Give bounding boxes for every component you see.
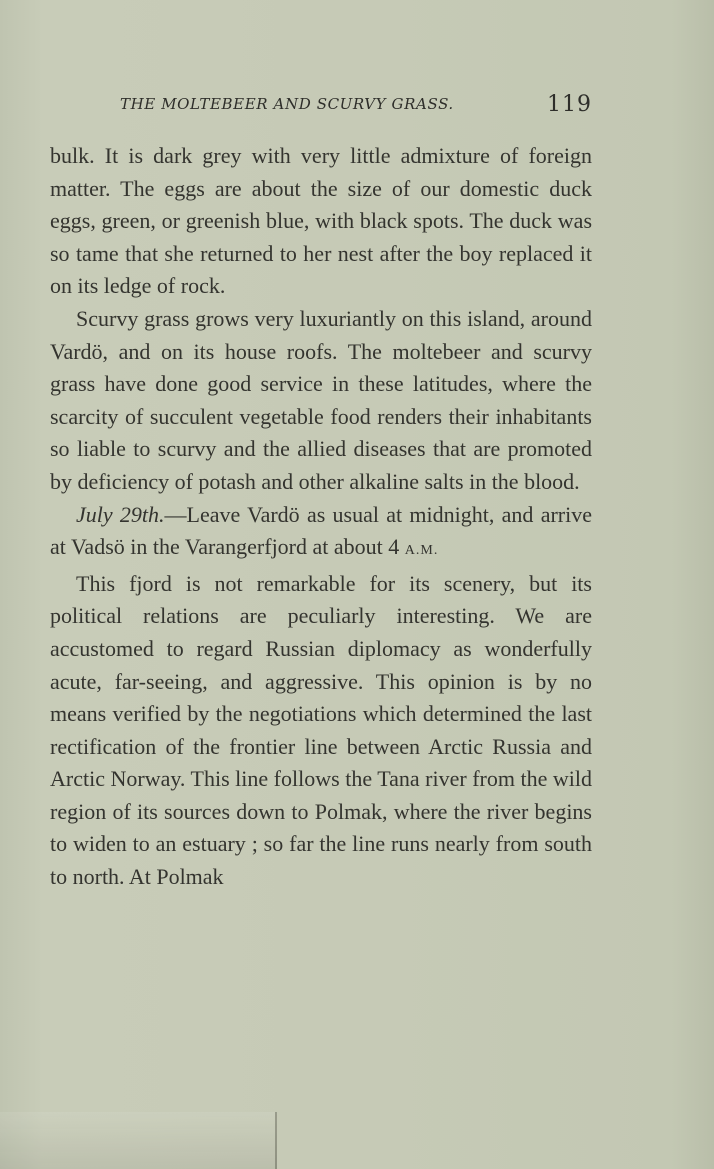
paragraph-text: —Leave Vardö as usual at midnight, and arrive at Vadsö in the Varangerfjord at about 4 <box>50 501 592 560</box>
paragraph-july-29 <box>50 499 592 568</box>
paragraph-text: bulk. It is dark grey with very little admixture of foreign matter. The eggs are about the size of our domestic duck eggs, green, or greenish blue, with black spots. The duck was so tame that she returned to her nest after the boy replaced it on its ledge of rock. <box>50 143 592 299</box>
page-number: 119 <box>547 92 592 117</box>
time-marker: A.M. <box>404 543 439 559</box>
running-title: THE MOLTEBEER AND SCURVY GRASS. <box>120 95 454 113</box>
paragraph-text: Scurvy grass grows very luxuriantly on this island, around Vardö, and on its house roofs. The moltebeer and scurvy grass have done good service in these latitudes, where the scarcity of succulent vegetable food renders their inhabitants so liable to scurvy and the allied diseases that are promoted by deficiency of potash and other alkaline salts in the blood. <box>50 305 592 494</box>
paragraph-text: This fjord is not remarkable for its scenery, but its political relations are peculiarly interesting. We are accustomed to regard Russian diplomacy as wonderfully acute, far-seeing, and aggressive. This opinion is by no means verified by the negotiations which determined the last rectification of the frontier line between Arctic Russia and Arctic Norway. This line follows the Tana river from the wild region of its sources down to Polmak, where the river begins to widen to an estuary ; so far the line runs nearly from south to north. At Polmak <box>50 570 592 890</box>
page-fold-mark <box>0 1112 277 1169</box>
page-header <box>50 92 592 125</box>
diary-date: July 29th. <box>76 501 165 527</box>
paragraph-scurvy-grass <box>50 303 592 499</box>
body-text <box>50 140 592 894</box>
paragraph-continued <box>50 140 592 303</box>
paragraph-fjord <box>50 568 592 894</box>
